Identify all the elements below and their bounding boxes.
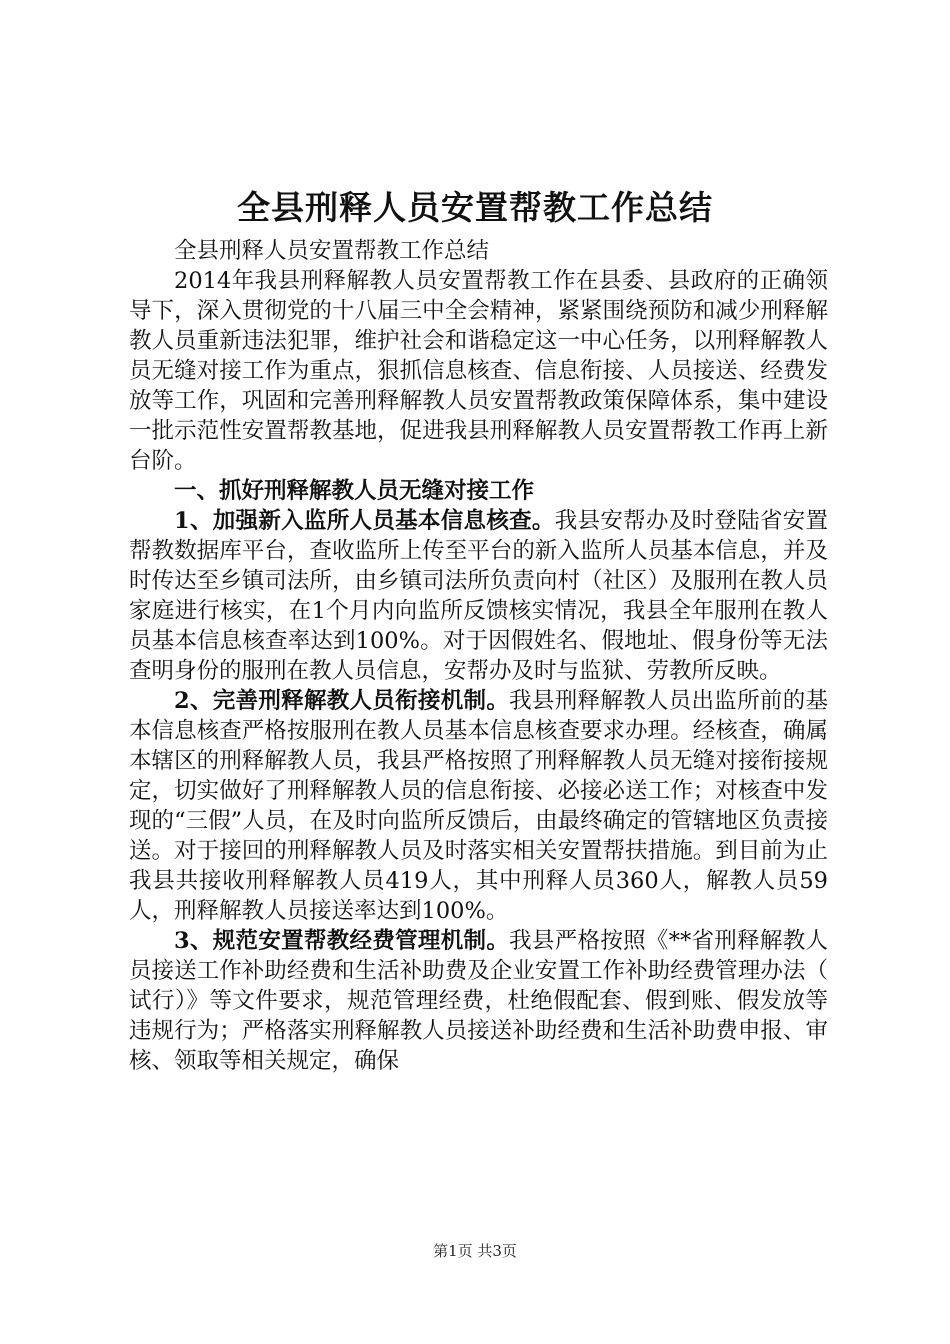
paragraph-intro bbox=[129, 266, 828, 476]
document-body bbox=[129, 236, 828, 1076]
paragraph-lead: 3、规范安置帮教经费管理机制。 bbox=[174, 928, 510, 954]
section-heading-text: 一、抓好刑释解教人员无缝对接工作 bbox=[174, 478, 535, 504]
paragraph-lead: 2、完善刑释解教人员衔接机制。 bbox=[174, 688, 510, 714]
section-heading bbox=[129, 476, 828, 506]
paragraph-item-1 bbox=[129, 506, 828, 686]
paragraph-text: 我县严格按照《**省刑释解教人员接送工作补助经费和生活补助费及企业安置工作补助经费管理办法（试行）》等文件要求，规范管理经费，杜绝假配套、假到账、假发放等违规行为；严格落实刑释解教人员接送补助经费和生活补助费申报、审核、领取等相关规定，确保 bbox=[129, 928, 828, 1074]
paragraph-lead: 1、加强新入监所人员基本信息核查。 bbox=[174, 508, 555, 534]
paragraph-text: 我县安帮办及时登陆省安置帮教数据库平台，查收监所上传至平台的新入监所人员基本信息，并及时传达至乡镇司法所，由乡镇司法所负责向村（社区）及服刑在教人员家庭进行核实，在1个月内向监所反馈核实情况，我县全年服刑在教人员基本信息核查率达到100%。对于因假姓名、假地址、假身份等无法查明身份的服刑在教人员信息，安帮办及时与监狱、劳教所反映。 bbox=[129, 508, 828, 684]
paragraph-text: 我县刑释解教人员出监所前的基本信息核查严格按服刑在教人员基本信息核查要求办理。经核查，确属本辖区的刑释解教人员，我县严格按照了刑释解教人员无缝对接衔接规定，切实做好了刑释解教人员的信息衔接、必接必送工作；对核查中发现的“三假”人员，在及时向监所反馈后，由最终确定的管辖地区负责接送。对于接回的刑释解教人员及时落实相关安置帮扶措施。到目前为止我县共接收刑释解教人员419人，其中刑释人员360人，解教人员59人，刑释解教人员接送率达到100%。 bbox=[129, 688, 828, 924]
paragraph-text: 全县刑释人员安置帮教工作总结 bbox=[174, 238, 490, 264]
paragraph-item-3 bbox=[129, 926, 828, 1076]
document-title: 全县刑释人员安置帮教工作总结 bbox=[237, 188, 713, 227]
paragraph-text: 2014年我县刑释解教人员安置帮教工作在县委、县政府的正确领导下，深入贯彻党的十八届三中全会精神，紧紧围绕预防和减少刑释解教人员重新违法犯罪，维护社会和谐稳定这一中心任务，以刑释解教人员无缝对接工作为重点，狠抓信息核查、信息衔接、人员接送、经费发放等工作，巩固和完善刑释解教人员安置帮教政策保障体系，集中建设一批示范性安置帮教基地，促进我县刑释解教人员安置帮教工作再上新台阶。 bbox=[129, 268, 828, 474]
paragraph-item-2 bbox=[129, 686, 828, 926]
paragraph-subtitle bbox=[129, 236, 828, 266]
page-footer: 第1页 共3页 bbox=[433, 1242, 517, 1260]
